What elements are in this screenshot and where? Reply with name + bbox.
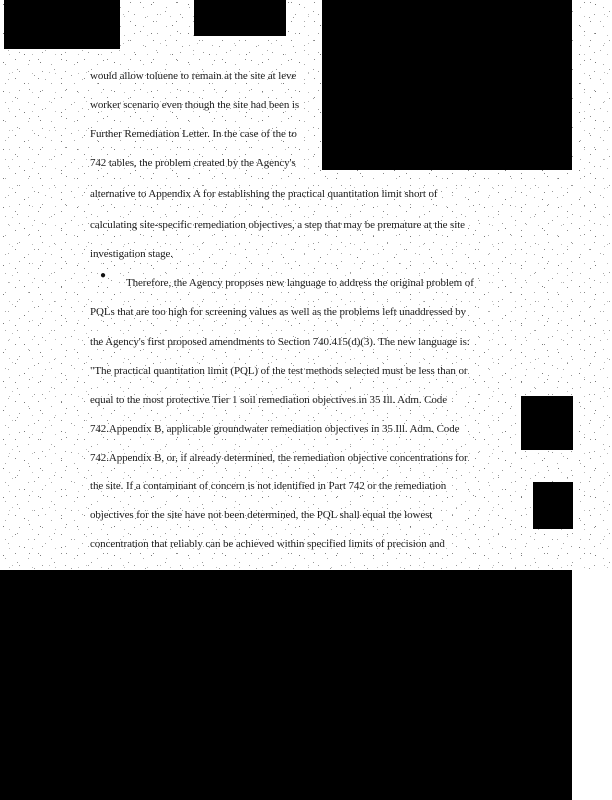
- text-line-7: investigation stage.: [90, 248, 173, 260]
- text-line-6: calculating site-specific remediation objectives, a step that may be premature at the site: [90, 219, 465, 231]
- text-line-5: alternative to Appendix A for establishing the practical quantitation limit short of: [90, 188, 438, 200]
- text-line-9: PQLs that are too high for screening values as well as the problems left unaddressed by: [90, 306, 466, 318]
- text-line-3: Further Remediation Letter. In the case of the to: [90, 128, 297, 140]
- text-line-2: worker scenario even though the site had been is: [90, 99, 300, 111]
- text-line-1: would allow toluene to remain at the site at leve: [90, 70, 297, 82]
- text-line-16: objectives for the site have not been determined, the PQL shall equal the lowest: [90, 509, 433, 521]
- redaction-bottom: [0, 570, 572, 800]
- redaction-top-right: [322, 0, 572, 170]
- text-line-10: the Agency's first proposed amendments to Section 740.415(d)(3). The new language is:: [90, 336, 470, 348]
- text-line-11: "The practical quantitation limit (PQL) of the test methods selected must be less than or: [90, 365, 468, 377]
- text-line-17: concentration that reliably can be achieved within specified limits of precision and: [90, 538, 445, 550]
- text-line-12: equal to the most protective Tier 1 soil remediation objectives in 35 Ill. Adm. Code: [90, 394, 447, 406]
- redaction-top-left: [4, 0, 120, 49]
- text-line-14: 742.Appendix B, or, if already determined, the remediation objective concentrations for: [90, 452, 468, 464]
- redaction-right-lower: [533, 482, 573, 529]
- scan-mark: ●: [100, 270, 107, 281]
- redaction-right-upper: [521, 396, 573, 450]
- text-line-13: 742.Appendix B, applicable groundwater remediation objectives in 35 Ill. Adm. Code: [90, 423, 460, 435]
- text-line-8: Therefore, the Agency proposes new language to address the original problem of: [126, 277, 474, 289]
- redaction-top-center: [194, 0, 286, 36]
- text-line-4: 742 tables, the problem created by the Agency's: [90, 157, 296, 169]
- text-line-15: the site. If a contaminant of concern is not identified in Part 742 or the remediation: [90, 480, 447, 492]
